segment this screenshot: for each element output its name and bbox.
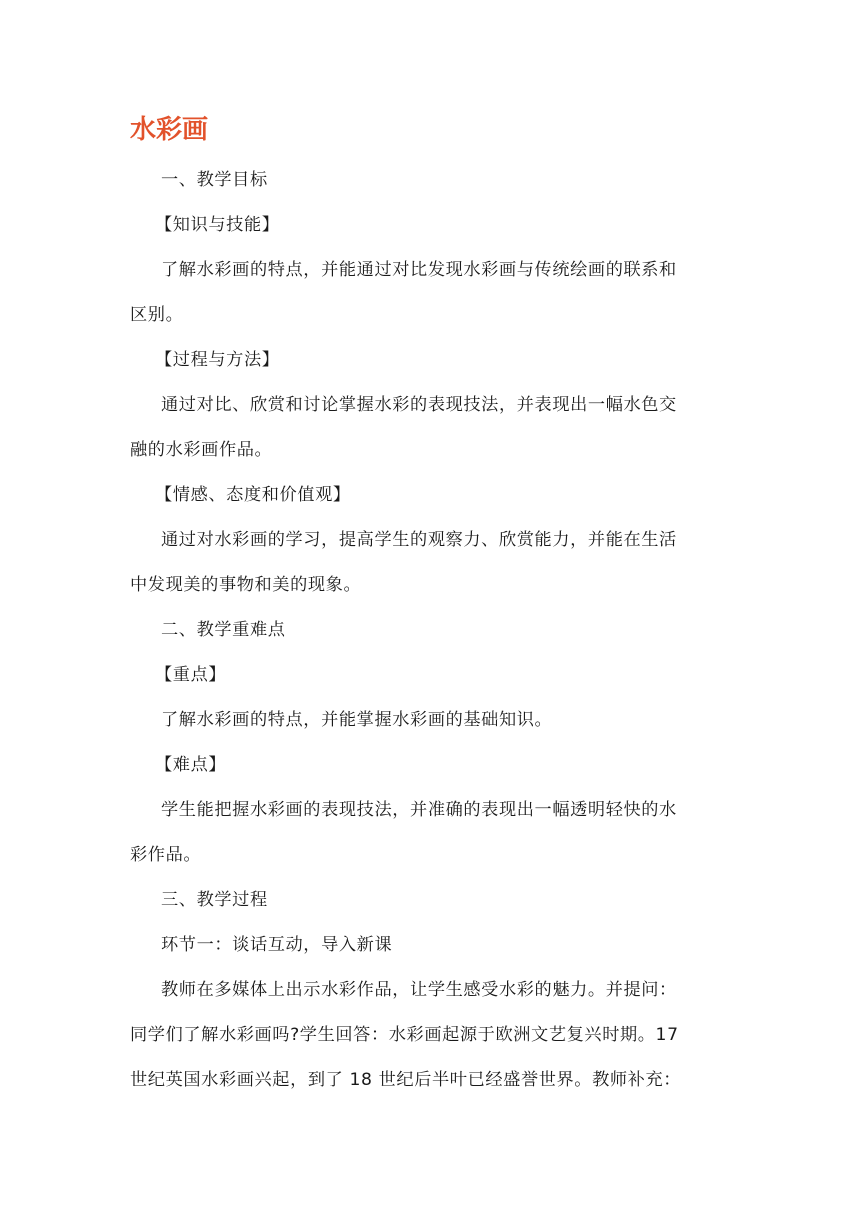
text-line: 学生能把握水彩画的表现技法，并准确的表现出一幅透明轻快的水	[161, 800, 677, 820]
text-line: 【情感、态度和价值观】	[155, 485, 351, 505]
text-line: 了解水彩画的特点，并能通过对比发现水彩画与传统绘画的联系和	[161, 260, 677, 280]
text-line: 了解水彩画的特点，并能掌握水彩画的基础知识。	[161, 710, 553, 730]
subheading-emotion-attitude	[130, 473, 730, 518]
paragraph-knowledge-skills	[130, 248, 730, 338]
text-line: 【过程与方法】	[155, 350, 280, 370]
text-line: 环节一：谈话互动，导入新课	[161, 935, 393, 955]
text-line: 同学们了解水彩画吗?学生回答：水彩画起源于欧洲文艺复兴时期。17	[130, 1025, 679, 1045]
section-heading-key-difficult-points	[130, 608, 730, 653]
paragraph-difficult-point	[130, 788, 730, 878]
text-line: 融的水彩画作品。	[130, 440, 273, 460]
section-heading-teaching-goals	[130, 158, 730, 203]
text-line: 世纪英国水彩画兴起，到了 18 世纪后半叶已经盛誉世界。教师补充：	[130, 1070, 682, 1090]
text-line: 一、教学目标	[161, 170, 268, 190]
text-line: 通过对比、欣赏和讨论掌握水彩的表现技法，并表现出一幅水色交	[161, 395, 677, 415]
text-line: 三、教学过程	[161, 890, 268, 910]
text-line: 【知识与技能】	[155, 215, 280, 235]
document-title: 水彩画	[130, 115, 209, 145]
text-line: 二、教学重难点	[161, 620, 286, 640]
subheading-difficult-point	[130, 743, 730, 788]
text-line: 区别。	[130, 305, 184, 325]
text-line: 通过对水彩画的学习，提高学生的观察力、欣赏能力，并能在生活	[161, 530, 677, 550]
text-line: 【重点】	[155, 665, 227, 685]
paragraph-emotion-attitude	[130, 518, 730, 608]
text-line: 彩作品。	[130, 845, 202, 865]
text-line: 中发现美的事物和美的现象。	[130, 575, 362, 595]
text-line: 【难点】	[155, 755, 227, 775]
document-page	[130, 108, 730, 1103]
text-line: 教师在多媒体上出示水彩作品，让学生感受水彩的魅力。并提问：	[161, 980, 677, 1000]
subheading-key-point	[130, 653, 730, 698]
paragraph-process-method	[130, 383, 730, 473]
paragraph-step-one	[130, 968, 730, 1103]
paragraph-key-point	[130, 698, 730, 743]
section-heading-teaching-process	[130, 878, 730, 923]
subheading-knowledge-skills	[130, 203, 730, 248]
subheading-process-method	[130, 338, 730, 383]
subheading-step-one	[130, 923, 730, 968]
